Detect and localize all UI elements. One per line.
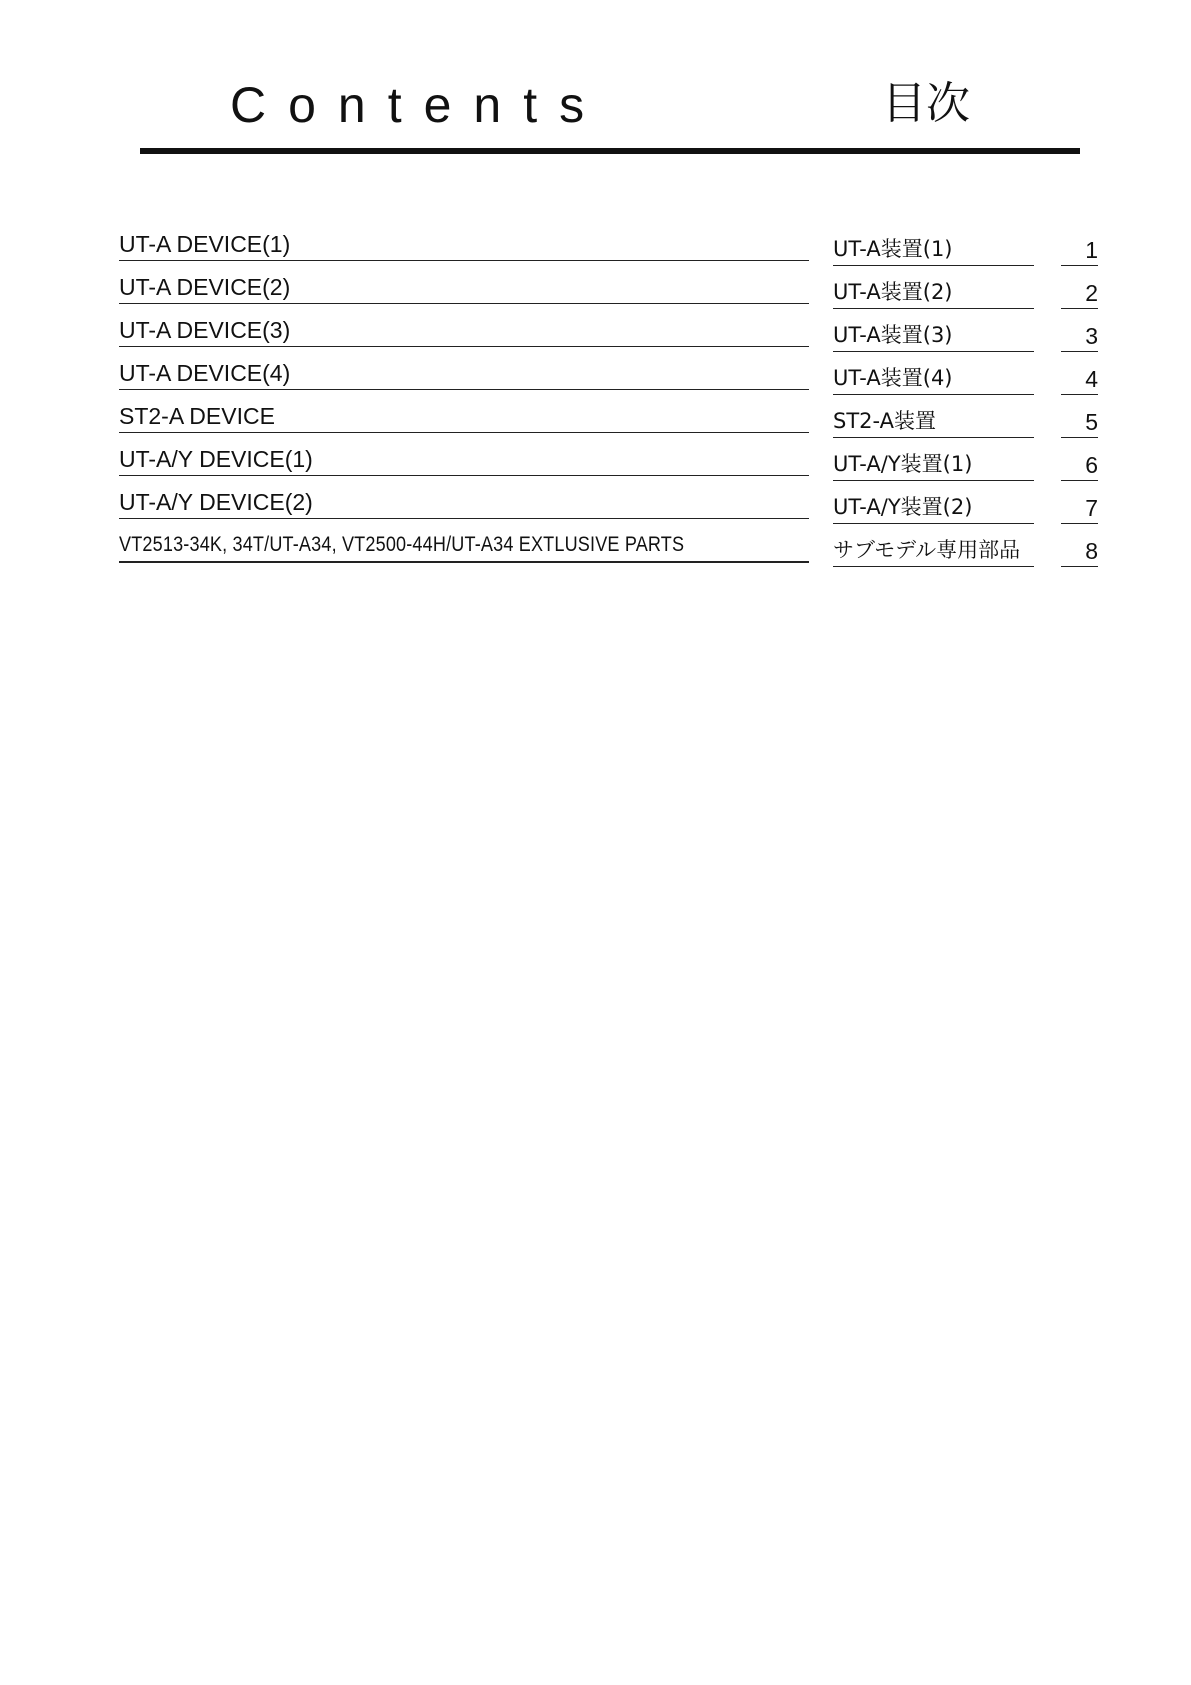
toc-entry-japanese-title: UT-A装置(1) bbox=[833, 235, 1034, 266]
toc-entry-japanese-title: UT-A/Y装置(2) bbox=[833, 493, 1034, 524]
header-rule bbox=[140, 148, 1080, 154]
toc-entry-english-title: UT-A/Y DEVICE(1) bbox=[119, 445, 809, 476]
toc-entry-japanese-title: サブモデル専用部品 bbox=[833, 536, 1034, 567]
toc-entry[interactable] bbox=[119, 230, 1098, 273]
toc-entry[interactable] bbox=[119, 273, 1098, 316]
toc-entry-japanese-title: ST2-A装置 bbox=[833, 407, 1034, 438]
toc-entry[interactable] bbox=[119, 359, 1098, 402]
toc-entry[interactable] bbox=[119, 531, 1098, 574]
toc-entry-english-title: UT-A DEVICE(3) bbox=[119, 316, 809, 347]
toc-entry-english-title: UT-A DEVICE(2) bbox=[119, 273, 809, 304]
toc-entry-japanese-title: UT-A装置(3) bbox=[833, 321, 1034, 352]
toc-entry[interactable] bbox=[119, 316, 1098, 359]
toc-entry-english-title: UT-A DEVICE(1) bbox=[119, 230, 809, 261]
toc-entry-english-title: UT-A/Y DEVICE(2) bbox=[119, 488, 809, 519]
toc-entry-japanese-title: UT-A装置(4) bbox=[833, 364, 1034, 395]
toc-entry-page-number: 7 bbox=[1061, 493, 1098, 524]
page-title-japanese: 目次 bbox=[882, 78, 970, 129]
toc-entry-english-title: ST2-A DEVICE bbox=[119, 402, 809, 433]
toc-entry-japanese-title: UT-A装置(2) bbox=[833, 278, 1034, 309]
toc-entry-page-number: 5 bbox=[1061, 407, 1098, 438]
toc-entry[interactable] bbox=[119, 402, 1098, 445]
toc-entry[interactable] bbox=[119, 445, 1098, 488]
toc-entry[interactable] bbox=[119, 488, 1098, 531]
toc-entry-page-number: 3 bbox=[1061, 321, 1098, 352]
toc-entry-english-title: UT-A DEVICE(4) bbox=[119, 359, 809, 390]
toc-entry-page-number: 2 bbox=[1061, 278, 1098, 309]
toc-entry-english-title: VT2513-34K, 34T/UT-A34, VT2500-44H/UT-A34 EXTLUSIVE PARTS bbox=[119, 533, 685, 556]
contents-header bbox=[140, 78, 1080, 156]
toc-entry-underline bbox=[119, 561, 809, 563]
toc-entry-page-number: 6 bbox=[1061, 450, 1098, 481]
toc-entry-page-number: 1 bbox=[1061, 235, 1098, 266]
toc-entry-japanese-title: UT-A/Y装置(1) bbox=[833, 450, 1034, 481]
toc-entry-page-number: 8 bbox=[1061, 536, 1098, 567]
toc-entry-page-number: 4 bbox=[1061, 364, 1098, 395]
table-of-contents bbox=[119, 230, 1098, 574]
page-title: Contents bbox=[230, 77, 607, 133]
